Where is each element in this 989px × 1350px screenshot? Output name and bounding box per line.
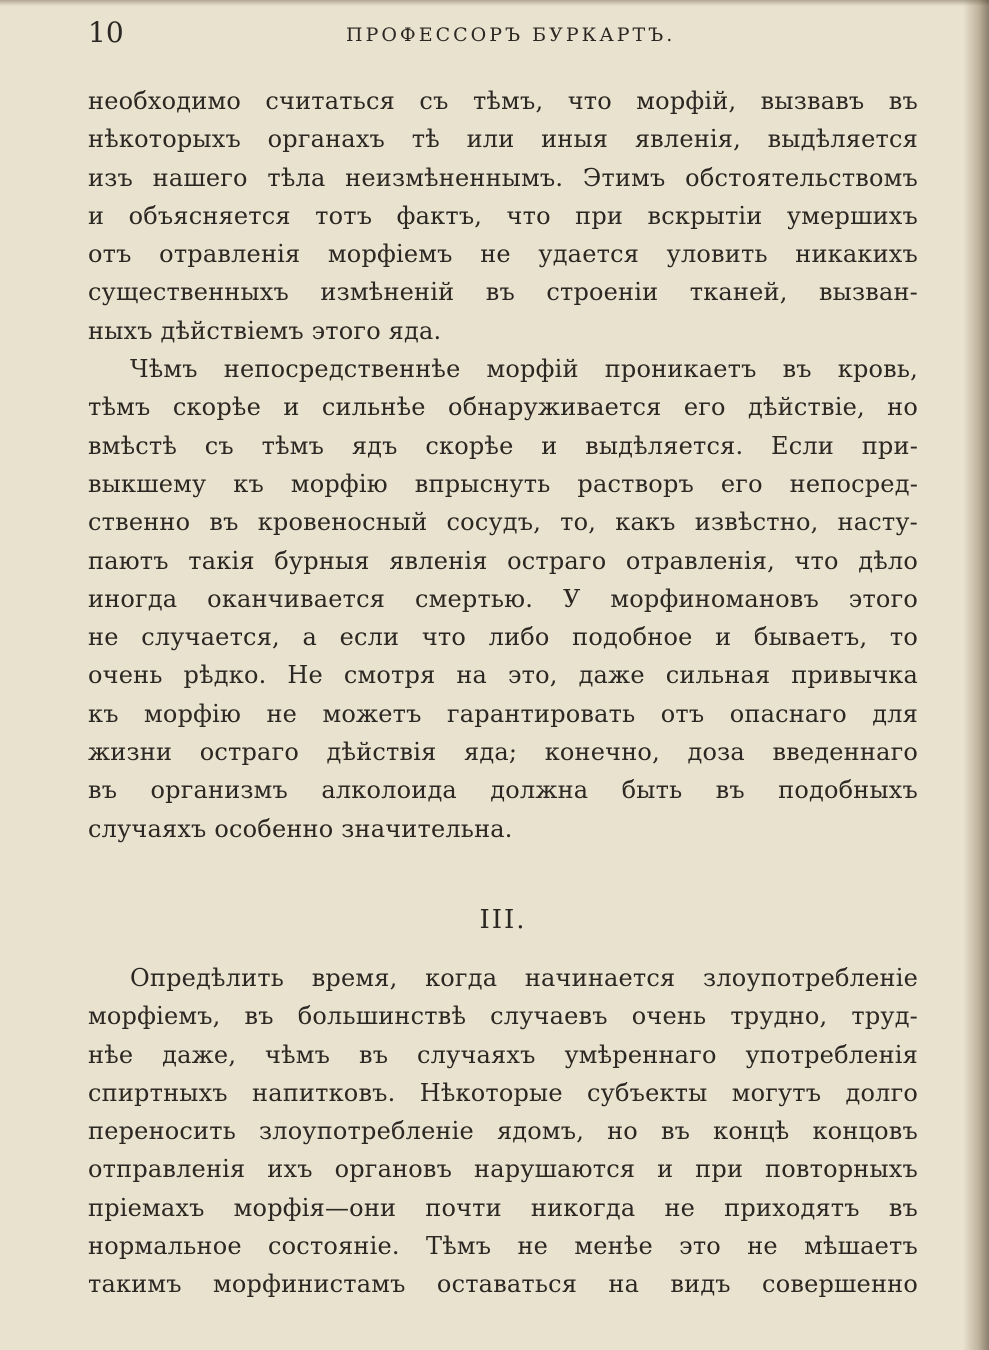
text-line: отъ отравленія морфіемъ не удается уловить никакихъ — [88, 240, 918, 269]
page-header — [88, 16, 918, 50]
text-line: жизни остраго дѣйствія яда; конечно, доза введеннаго — [88, 738, 918, 767]
text-line: выкшему къ морфію впрыснуть растворъ его непосред- — [88, 469, 918, 498]
running-head: ПРОФЕССОРЪ БУРКАРТЪ. — [346, 24, 676, 46]
text-line: паютъ такія бурныя явленія остраго отравленія, что дѣло — [88, 546, 918, 575]
paragraph-3 — [88, 959, 918, 1304]
text-line: существенныхъ измѣненій въ строеніи тканей, вызван- — [88, 278, 918, 307]
text-line: вмѣстѣ съ тѣмъ ядъ скорѣе и выдѣляется. Если при- — [88, 431, 918, 460]
text-line: и объясняется тотъ фактъ, что при вскрытіи умершихъ — [88, 201, 918, 230]
text-line: изъ нашего тѣла неизмѣненнымъ. Этимъ обстоятельствомъ — [88, 163, 918, 192]
text-line: ственно въ кровеносный сосудъ, то, какъ извѣстно, насту- — [88, 508, 918, 537]
paragraph-2 — [88, 350, 918, 848]
text-line: не случается, а если что либо подобное и бываетъ, то — [88, 623, 918, 652]
text-line: къ морфію не можетъ гарантировать отъ опаснаго для — [88, 699, 918, 728]
text-line: морфіемъ, въ большинствѣ случаевъ очень трудно, труд- — [88, 1002, 918, 1031]
text-line: въ организмъ алколоида должна быть въ подобныхъ — [88, 776, 918, 805]
text-line: спиртныхъ напитковъ. Нѣкоторые субъекты могутъ долго — [88, 1078, 918, 1107]
text-line: переносить злоупотребленіе ядомъ, но въ концѣ концовъ — [88, 1117, 918, 1146]
section-spacer — [88, 848, 918, 886]
text-line: иногда оканчивается смертью. У морфиномановъ этого — [88, 584, 918, 613]
text-line: нормальное состояніе. Тѣмъ не менѣе это не мѣшаетъ — [88, 1232, 918, 1261]
text-line: случаяхъ особенно значительна. — [88, 814, 513, 843]
page-number: 10 — [88, 16, 124, 49]
text-line: такимъ морфинистамъ оставаться на видъ совершенно — [88, 1270, 918, 1299]
page-body — [88, 82, 918, 1304]
section-heading: III. — [479, 904, 527, 935]
text-line: нѣе даже, чѣмъ въ случаяхъ умѣреннаго употребленія — [88, 1040, 918, 1069]
text-line: нѣкоторыхъ органахъ тѣ или иныя явленія, выдѣляется — [88, 125, 918, 154]
text-line: отправленія ихъ органовъ нарушаются и при повторныхъ — [88, 1155, 918, 1184]
text-line: ныхъ дѣйствіемъ этого яда. — [88, 316, 442, 345]
text-line: тѣмъ скорѣе и сильнѣе обнаруживается его дѣйствіе, но — [88, 393, 918, 422]
text-line: пріемахъ морфія—они почти никогда не приходятъ въ — [88, 1193, 918, 1222]
paragraph-1 — [88, 82, 918, 350]
text-line: Чѣмъ непосредственнѣе морфій проникаетъ въ кровь, — [130, 355, 918, 384]
text-line: Опредѣлить время, когда начинается злоупотребленіе — [130, 963, 918, 992]
page-edge-shadow — [963, 0, 989, 1350]
text-line: необходимо считаться съ тѣмъ, что морфій, вызвавъ въ — [88, 87, 918, 115]
page-top-shadow — [0, 0, 989, 6]
text-line: очень рѣдко. Не смотря на это, даже сильная привычка — [88, 661, 918, 690]
